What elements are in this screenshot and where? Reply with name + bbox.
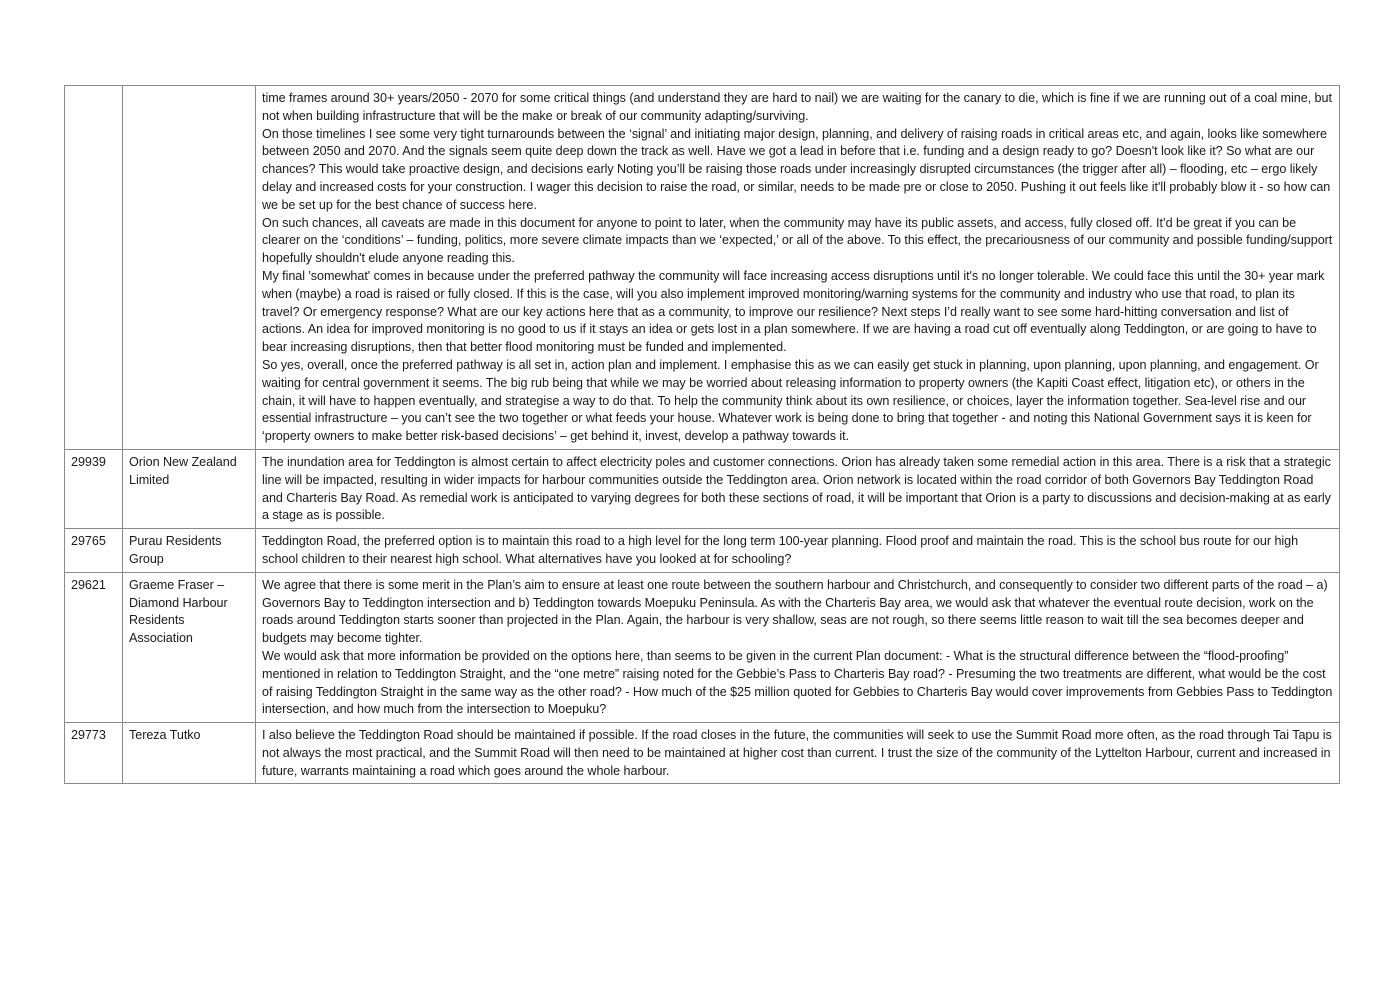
submitter-name-cell: Tereza Tutko: [123, 723, 256, 784]
submission-id-cell: 29621: [65, 572, 123, 722]
submissions-table: [64, 85, 1340, 784]
submission-id-cell: 29765: [65, 529, 123, 573]
submitter-name-cell: [123, 86, 256, 450]
submission-paragraph: We agree that there is some merit in the Plan’s aim to ensure at least one route between the southern harbour and Christchurch, and consequently to consider two different parts of the road – a) Governors Bay to Teddington intersection and b) Teddington towards Moepuku Peninsula. As with the Charteris Bay area, we would ask that whatever the eventual route decision, work on the roads around Teddington starts sooner than projected in the Plan. Again, the harbour is very shallow, seas are not rough, so there seems little reason to wait till the sea becomes deeper and budgets may become tighter.: [262, 577, 1328, 646]
submission-id-cell: 29773: [65, 723, 123, 784]
table-row: [65, 529, 1340, 573]
submission-paragraph: On such chances, all caveats are made in this document for anyone to point to later, when the community may have its public assets, and access, fully closed off. It’d be great if you can be clearer on the ‘conditions’ – funding, politics, more severe climate impacts than we ‘expected,’ or all of the above. To this effect, the precariousness of our community and possible funding/support hopefully shouldn't elude anyone reading this.: [262, 215, 1333, 266]
table-row: [65, 86, 1340, 450]
table-row: [65, 723, 1340, 784]
table-row: [65, 572, 1340, 722]
submission-text-cell: [256, 723, 1340, 784]
submission-paragraph: The inundation area for Teddington is almost certain to affect electricity poles and customer connections. Orion has already taken some remedial action in this area. There is a risk that a strategic line will be impacted, resulting in wider impacts for harbour communities outside the Teddington area. Orion network is located within the road corridor of both Governors Bay Teddington Road and Charteris Bay Road. As remedial work is anticipated to varying degrees for both these sections of road, it will be important that Orion is a party to discussions and decision-making at as early a stage as is possible.: [262, 454, 1331, 523]
submitter-name-cell: Graeme Fraser – Diamond Harbour Residents Association: [123, 572, 256, 722]
submission-paragraph: My final 'somewhat' comes in because under the preferred pathway the community will face increasing access disruptions until it's no longer tolerable. We could face this until the 30+ year mark when (maybe) a road is raised or fully closed. If this is the case, will you also implement improved monitoring/warning systems for the community and industry who use that road, to plan its travel? Or emergency response? What are our key actions here that as a community, to improve our resilience? Next steps I’d really want to see some hard-hitting conversation and list of actions. An idea for improved monitoring is no good to us if it stays an idea or gets lost in a plan somewhere. If we are having a road cut off eventually along Teddington, or are going to have to bear increasing disruptions, then that better flood monitoring must be funded and implemented.: [262, 268, 1325, 355]
submission-paragraph: On those timelines I see some very tight turnarounds between the ‘signal’ and initiating major design, planning, and delivery of raising roads in critical areas etc, and again, looks like somewhere between 2050 and 2070. And the signals seem quite deep down the track as well. Have we got a lead in before that i.e. funding and a design ready to go? Doesn't look like it? So what are our chances? This would take proactive design, and decisions early Noting you’ll be raising those roads under increasingly disrupted circumstances (the trigger after all) – flooding, etc – ergo likely delay and increased costs for your construction. I wager this decision to raise the road, or similar, needs to be made pre or close to 2050. Pushing it out feels like it'll probably blow it - so how can we be set up for the best chance of success here.: [262, 126, 1331, 212]
submission-id-cell: 29939: [65, 449, 123, 528]
submission-paragraph: So yes, overall, once the preferred pathway is all set in, action plan and implement. I emphasise this as we can easily get stuck in planning, upon planning, upon planning, and engagement. Or waiting for central government it seems. The big rub being that while we may be worried about releasing information to property owners (the Kapiti Coast effect, litigation etc), or others in the chain, it will have to happen eventually, and strategise a way to do that. To help the community think about its own resilience, or choices, layer the information together. Sea-level rise and our essential infrastructure – you can’t see the two together or what feeds your house. Whatever work is being done to bring that together - and noting this National Government says it is keen for ‘property owners to make better risk-based decisions’ – get behind it, invest, develop a pathway towards it.: [262, 357, 1319, 444]
submission-text-cell: [256, 449, 1340, 528]
submission-text-cell: [256, 572, 1340, 722]
submission-text-cell: [256, 86, 1340, 450]
submission-paragraph: time frames around 30+ years/2050 - 2070 for some critical things (and understand they are hard to nail) we are waiting for the canary to die, which is fine if we are running out of a coal mine, but not when building infrastructure that will be the make or break of our community adapting/surviving.: [262, 91, 1332, 123]
submitter-name-cell: Orion New Zealand Limited: [123, 449, 256, 528]
submitter-name-cell: Purau Residents Group: [123, 529, 256, 573]
document-page: [64, 85, 1339, 784]
submission-paragraph: Teddington Road, the preferred option is to maintain this road to a high level for the long term 100-year planning. Flood proof and maintain the road. This is the school bus route for our high school children to their nearest high school. What alternatives have you looked at for schooling?: [262, 534, 1299, 566]
table-row: [65, 449, 1340, 528]
submission-paragraph: I also believe the Teddington Road should be maintained if possible. If the road closes in the future, the communities will seek to use the Summit Road more often, as the road through Tai Tapu is not always the most practical, and the Summit Road will then need to be maintained at higher cost than current. I trust the size of the community of the Lyttelton Harbour, current and increased in future, warrants maintaining a road which goes around the whole harbour.: [262, 728, 1332, 778]
submission-paragraph: We would ask that more information be provided on the options here, than seems to be given in the current Plan document: - What is the structural difference between the “flood-proofing” mentioned in relation to Teddington Straight, and the “one metre” raising noted for the Gebbie’s Pass to Charteris Bay road? - Presuming the two treatments are different, what would be the cost of raising Teddington Straight in the same way as the other road? - How much of the $25 million quoted for Gebbies to Charteris Bay would cover improvements from Gebbies Pass to Teddington intersection, and how much from the intersection to Moepuku?: [262, 648, 1333, 717]
submission-text-cell: [256, 529, 1340, 573]
submission-id-cell: [65, 86, 123, 450]
